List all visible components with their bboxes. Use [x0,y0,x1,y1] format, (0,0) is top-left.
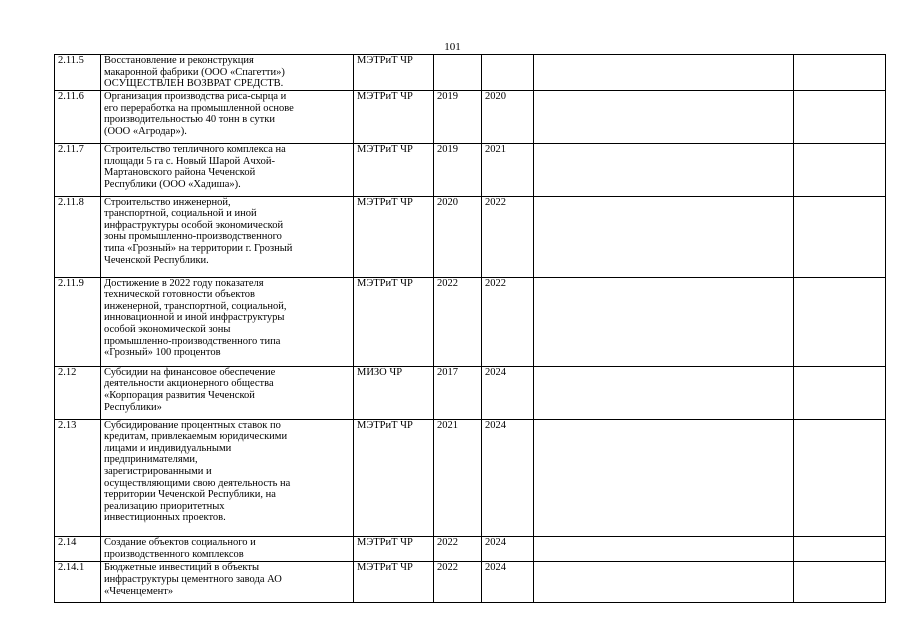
end-year: 2021 [482,143,534,196]
measure-name-line: промышленно-производственного типа [104,335,281,347]
measure-name [101,537,354,562]
table-row [55,419,886,537]
end-year: 2024 [482,562,534,603]
measure-name [101,55,354,91]
end-year: 2024 [482,419,534,537]
measure-name-line: инновационной и иной инфраструктуры [104,312,285,324]
start-year: 2022 [434,537,482,562]
measure-name-line: инженерной, транспортной, социальной, [104,300,287,312]
measure-name-line: (ООО «Агродар»). [104,126,187,138]
indicator-link [794,91,886,144]
end-year: 2022 [482,277,534,366]
measure-name-line: особой экономической зоны [104,324,231,336]
measure-name [101,562,354,603]
measure-code: 2.14 [55,537,101,562]
start-year: 2019 [434,91,482,144]
executor: МЭТРиТ ЧР [354,537,434,562]
indicator-link [794,562,886,603]
start-year: 2021 [434,419,482,537]
measure-name-line: зоны промышленно-производственного [104,231,282,243]
expected-result [534,419,794,537]
measure-name-line: Восстановление и реконструкция [104,55,254,66]
indicator-link [794,143,886,196]
table-row [55,537,886,562]
measure-name-line: площади 5 га с. Новый Шарой Ачхой- [104,155,275,167]
start-year: 2022 [434,277,482,366]
measure-name-line: инфраструктуры цементного завода АО [104,574,282,586]
start-year: 2017 [434,366,482,419]
measure-name-line: осуществляющими свою деятельность на [104,477,291,489]
measure-name-line: ОСУЩЕСТВЛЕН ВОЗВРАТ СРЕДСТВ. [104,78,284,90]
expected-result [534,537,794,562]
measure-name-line: технической готовности объектов [104,289,256,301]
measure-name-line: территории Чеченской Республики, на [104,489,276,501]
end-year: 2022 [482,196,534,277]
measure-name-line: Мартановского района Чеченской [104,167,256,179]
measure-name [101,143,354,196]
expected-result [534,55,794,91]
measure-name-line: лицами и индивидуальными [104,442,232,454]
measure-name-line: предпринимателями, [104,454,198,466]
measure-name-line: «Чеченцемент» [104,585,174,597]
indicator-link [794,419,886,537]
table-row [55,366,886,419]
measure-name-line: Бюджетные инвестиций в объекты [104,562,260,574]
measure-name-line: Субсидирование процентных ставок по [104,419,281,431]
executor: МЭТРиТ ЧР [354,55,434,91]
measure-name-line: транспортной, социальной и иной [104,208,257,220]
executor: МЭТРиТ ЧР [354,143,434,196]
indicator-link [794,277,886,366]
executor: МЭТРиТ ЧР [354,419,434,537]
indicator-link [794,196,886,277]
measure-name-line: Чеченской Республики. [104,254,209,266]
measure-name-line: Республики (ООО «Хадиша»). [104,178,241,190]
executor: МЭТРиТ ЧР [354,196,434,277]
start-year: 2022 [434,562,482,603]
measure-name-line: его переработка на промышленной основе [104,102,294,114]
measure-name-line: «Грозный» 100 процентов [104,347,221,359]
table-row [55,277,886,366]
measure-name-line: Достижение в 2022 году показателя [104,277,264,289]
expected-result [534,196,794,277]
table-row [55,91,886,144]
measure-name-line: типа «Грозный» на территории г. Грозный [104,243,293,254]
indicator-link [794,55,886,91]
measure-name-line: зарегистрированными и [104,465,212,477]
executor: МЭТРиТ ЧР [354,562,434,603]
executor: МИЗО ЧР [354,366,434,419]
measure-name-line: производительностью 40 тонн в сутки [104,114,275,126]
measure-code: 2.12 [55,366,101,419]
measure-name-line: деятельности акционерного общества [104,378,274,390]
measure-name [101,366,354,419]
page-number: 101 [444,41,461,53]
measure-code: 2.11.6 [55,91,101,144]
table-row [55,562,886,603]
end-year: 2024 [482,366,534,419]
measure-code: 2.11.7 [55,143,101,196]
measure-name-line: Строительство инженерной, [104,196,231,208]
end-year: 2024 [482,537,534,562]
indicator-link [794,366,886,419]
measure-code: 2.11.9 [55,277,101,366]
table-row [55,143,886,196]
end-year: 2020 [482,91,534,144]
measure-name-line: Строительство тепличного комплекса на [104,143,286,155]
measure-name [101,419,354,537]
measure-code: 2.14.1 [55,562,101,603]
indicator-link [794,537,886,562]
measure-name-line: Субсидии на финансовое обеспечение [104,366,276,378]
measures-table [54,54,886,603]
measure-name-line: макаронной фабрики (ООО «Спагетти») [104,66,285,78]
executor: МЭТРиТ ЧР [354,91,434,144]
measure-name-line: реализацию приоритетных [104,500,225,512]
expected-result [534,143,794,196]
measure-name-line: «Корпорация развития Чеченской [104,390,255,402]
measure-code: 2.13 [55,419,101,537]
measure-name-line: инвестиционных проектов. [104,512,226,524]
expected-result [534,277,794,366]
measure-name [101,277,354,366]
measure-code: 2.11.8 [55,196,101,277]
table-row [55,55,886,91]
measure-name-line: кредитам, привлекаемым юридическими [104,431,288,443]
expected-result [534,91,794,144]
start-year: 2020 [434,196,482,277]
table-row [55,196,886,277]
measure-name-line: производственного комплексов [104,548,244,560]
expected-result [534,366,794,419]
measure-code: 2.11.5 [55,55,101,91]
executor: МЭТРиТ ЧР [354,277,434,366]
measure-name-line: Создание объектов социального и [104,537,256,549]
start-year [434,55,482,91]
end-year [482,55,534,91]
start-year: 2019 [434,143,482,196]
measure-name [101,91,354,144]
measure-name-line: инфраструктуры особой экономической [104,219,284,231]
measure-name-line: Республики» [104,401,162,413]
measure-name [101,196,354,277]
expected-result [534,562,794,603]
measure-name-line: Организация производства риса-сырца и [104,91,287,103]
